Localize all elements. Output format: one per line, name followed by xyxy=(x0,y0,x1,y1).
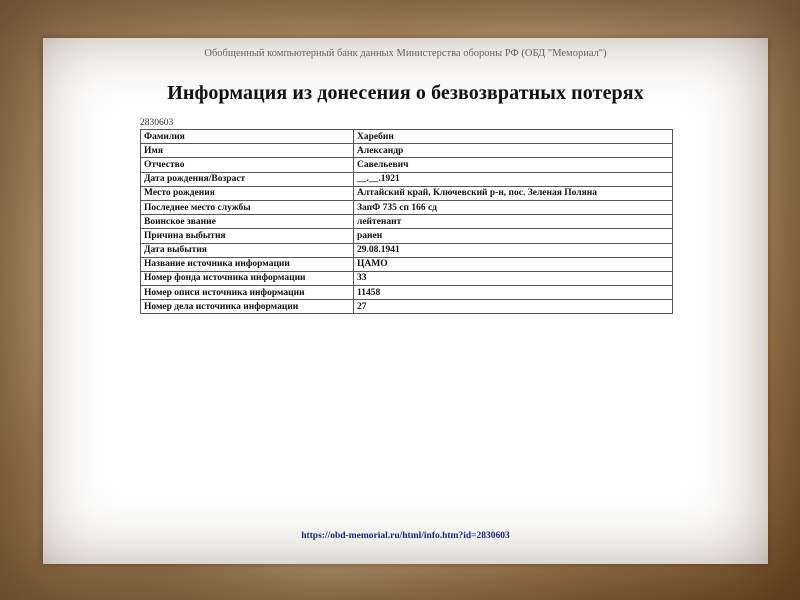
row-value: Савельевич xyxy=(354,158,673,172)
row-value: ЗапФ 735 сп 166 сд xyxy=(354,200,673,214)
table-row xyxy=(141,158,673,172)
row-label: Дата рождения/Возраст xyxy=(141,172,354,186)
row-label: Номер фонда источника информации xyxy=(141,271,354,285)
row-value: ЦАМО xyxy=(354,257,673,271)
row-value: ранен xyxy=(354,229,673,243)
document-page xyxy=(43,38,768,564)
table-row xyxy=(141,172,673,186)
record-id: 2830603 xyxy=(140,118,174,128)
table-row xyxy=(141,271,673,285)
row-label: Отчество xyxy=(141,158,354,172)
table-row xyxy=(141,286,673,300)
table-row xyxy=(141,200,673,214)
row-label: Имя xyxy=(141,144,354,158)
row-label: Фамилия xyxy=(141,130,354,144)
table-row xyxy=(141,257,673,271)
table-row xyxy=(141,229,673,243)
page-title: Информация из донесения о безвозвратных потерях xyxy=(167,82,644,104)
table-row xyxy=(141,186,673,200)
row-label: Название источника информации xyxy=(141,257,354,271)
row-label: Причина выбытия xyxy=(141,229,354,243)
row-value: Александр xyxy=(354,144,673,158)
row-label: Последнее место службы xyxy=(141,200,354,214)
table-row xyxy=(141,215,673,229)
row-value: 11458 xyxy=(354,286,673,300)
row-value: лейтенант xyxy=(354,215,673,229)
table-row xyxy=(141,243,673,257)
database-subtitle: Обобщенный компьютерный банк данных Министерства обороны РФ (ОБД "Мемориал") xyxy=(204,48,607,59)
row-value: __.__.1921 xyxy=(354,172,673,186)
record-table xyxy=(140,129,673,314)
table-row xyxy=(141,130,673,144)
row-value: 27 xyxy=(354,300,673,314)
row-value: 33 xyxy=(354,271,673,285)
row-value: Алтайский край, Ключевский р-н, пос. Зеленая Поляна xyxy=(354,186,673,200)
row-label: Воинское звание xyxy=(141,215,354,229)
row-label: Номер дела источника информации xyxy=(141,300,354,314)
table-row xyxy=(141,144,673,158)
table-row xyxy=(141,300,673,314)
row-value: 29.08.1941 xyxy=(354,243,673,257)
row-value: Харебин xyxy=(354,130,673,144)
row-label: Номер описи источника информации xyxy=(141,286,354,300)
row-label: Место рождения xyxy=(141,186,354,200)
row-label: Дата выбытия xyxy=(141,243,354,257)
source-url-link[interactable]: https://obd-memorial.ru/html/info.htm?id=2830603 xyxy=(301,531,510,541)
